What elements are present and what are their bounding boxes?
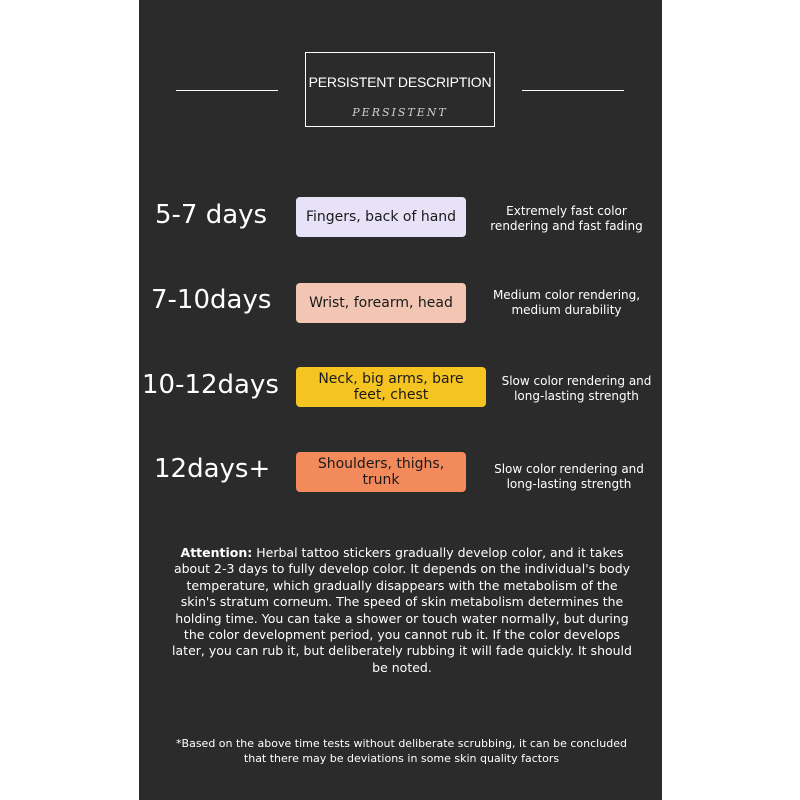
duration-description: Medium color rendering, medium durability [492, 288, 641, 317]
attention-note [167, 545, 637, 676]
duration-description: Extremely fast color rendering and fast fading [490, 204, 643, 233]
body-area-pill: Shoulders, thighs, trunk [296, 452, 466, 492]
duration-description: Slow color rendering and long-lasting strength [501, 374, 652, 403]
divider-right [522, 90, 624, 91]
days-label: 5-7 days [155, 200, 268, 230]
page-title: PERSISTENT DESCRIPTION [308, 74, 492, 90]
days-label: 12days+ [154, 454, 271, 484]
body-area-pill: Fingers, back of hand [296, 197, 466, 237]
footnote: *Based on the above time tests without deliberate scrubbing, it can be concluded that there may be deviations in some skin quality factors [176, 737, 627, 765]
attention-text: Herbal tattoo stickers gradually develop color, and it takes about 2-3 days to fully develop color. It depends on the individual's body temperature, which gradually disappears with the metabolism of the skin's stratum corneum. The speed of skin metabolism determines the holding time. You can take a shower or touch water normally, but during the color development period, you cannot rub it. If the color develops later, you can rub it, but deliberately rubbing it will fade quickly. It should be noted. [172, 545, 632, 675]
days-label: 10-12days [142, 370, 279, 400]
title-box [305, 52, 495, 127]
info-card [139, 0, 662, 800]
body-area-pill: Wrist, forearm, head [296, 283, 466, 323]
body-area-pill: Neck, big arms, bare feet, chest [296, 367, 486, 407]
days-label: 7-10days [151, 285, 272, 315]
page-subtitle: PERSISTENT [352, 106, 448, 119]
attention-label: Attention: [180, 545, 253, 560]
duration-description: Slow color rendering and long-lasting strength [494, 462, 644, 491]
divider-left [176, 90, 278, 91]
